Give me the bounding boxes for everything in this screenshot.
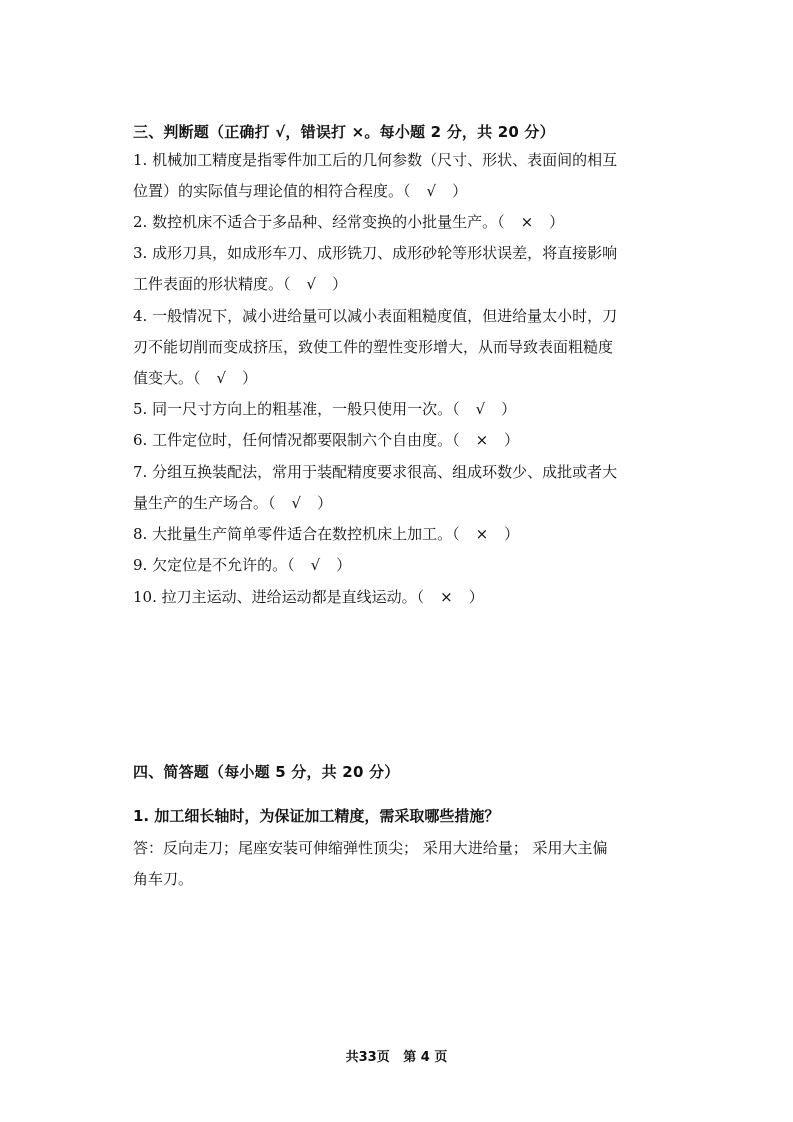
q4-close-paren: ） [242,369,258,387]
q2-line [133,212,564,232]
q8-line [133,524,519,544]
q3-text: 工件表面的形状精度。（ [133,275,291,293]
q8-text: 8. 大批量生产简单零件适合在数控机床上加工。（ [133,525,460,543]
q10-line [133,587,484,607]
q6-answer: × [475,431,489,449]
section-4-heading: 四、简答题（每小题 5 分，共 20 分） [133,763,400,781]
q6-line [133,430,519,450]
q1-line-2 [133,181,467,201]
q10-text: 10. 拉刀主运动、进给运动都是直线运动。（ [133,588,425,606]
q4-text: 值变大。（ [133,369,201,387]
short-answer-q1-question: 1. 加工细长轴时，为保证加工精度，需采取哪些措施？ [133,807,500,825]
q7-close-paren: ） [317,494,333,512]
q1-text: 位置）的实际值与理论值的相符合程度。（ [133,182,411,200]
q1-close-paren: ） [452,182,468,200]
q7-line-1: 7. 分组互换装配法，常用于装配精度要求很高、组成环数少、成批或者大 [133,463,618,481]
short-answer-q1-answer-line-1: 答：反向走刀；尾座安装可伸缩弹性顶尖； 采用大进给量； 采用大主偏 [133,839,608,857]
q5-text: 5. 同一尺寸方向上的粗基准，一般只使用一次。（ [133,400,460,418]
q7-answer: √ [291,494,302,512]
q2-answer: × [520,213,534,231]
q5-answer: √ [475,400,486,418]
q6-close-paren: ） [504,431,520,449]
q2-close-paren: ） [549,213,565,231]
q2-text: 2. 数控机床不适合于多品种、经常变换的小批量生产。（ [133,213,505,231]
q4-line-3 [133,368,257,388]
q3-line-2 [133,274,347,294]
q9-answer: √ [310,556,321,574]
q4-line-2: 刃不能切削而变成挤压，致使工件的塑性变形增大，从而导致表面粗糙度 [133,338,614,356]
q9-text: 9. 欠定位是不允许的。（ [133,556,295,574]
short-answer-q1-answer-line-2: 角车刀。 [133,870,194,888]
q8-close-paren: ） [504,525,520,543]
q4-line-1: 4. 一般情况下，减小进给量可以减小表面粗糙度值，但进给量太小时，刀 [133,307,618,325]
page-footer: 共33页 第 4 页 [345,1050,448,1065]
q10-close-paren: ） [468,588,484,606]
q3-answer: √ [306,275,317,293]
q5-close-paren: ） [501,400,517,418]
q7-text: 量生产的生产场合。（ [133,494,276,512]
q3-line-1: 3. 成形刀具，如成形车刀、成形铣刀、成形砂轮等形状误差，将直接影响 [133,244,618,262]
q4-answer: √ [216,369,227,387]
q1-line-1: 1. 机械加工精度是指零件加工后的几何参数（尺寸、形状、表面间的相互 [133,151,618,169]
q8-answer: × [475,525,489,543]
q1-answer: √ [426,182,437,200]
q10-answer: × [440,588,453,606]
q7-line-2 [133,493,332,513]
q6-text: 6. 工件定位时，任何情况都要限制六个自由度。（ [133,431,460,449]
section-3-heading: 三、判断题（正确打 √，错误打 ×。每小题 2 分，共 20 分） [133,123,555,141]
q9-close-paren: ） [336,556,352,574]
q3-close-paren: ） [332,275,348,293]
q9-line [133,555,351,575]
q5-line [133,399,516,419]
